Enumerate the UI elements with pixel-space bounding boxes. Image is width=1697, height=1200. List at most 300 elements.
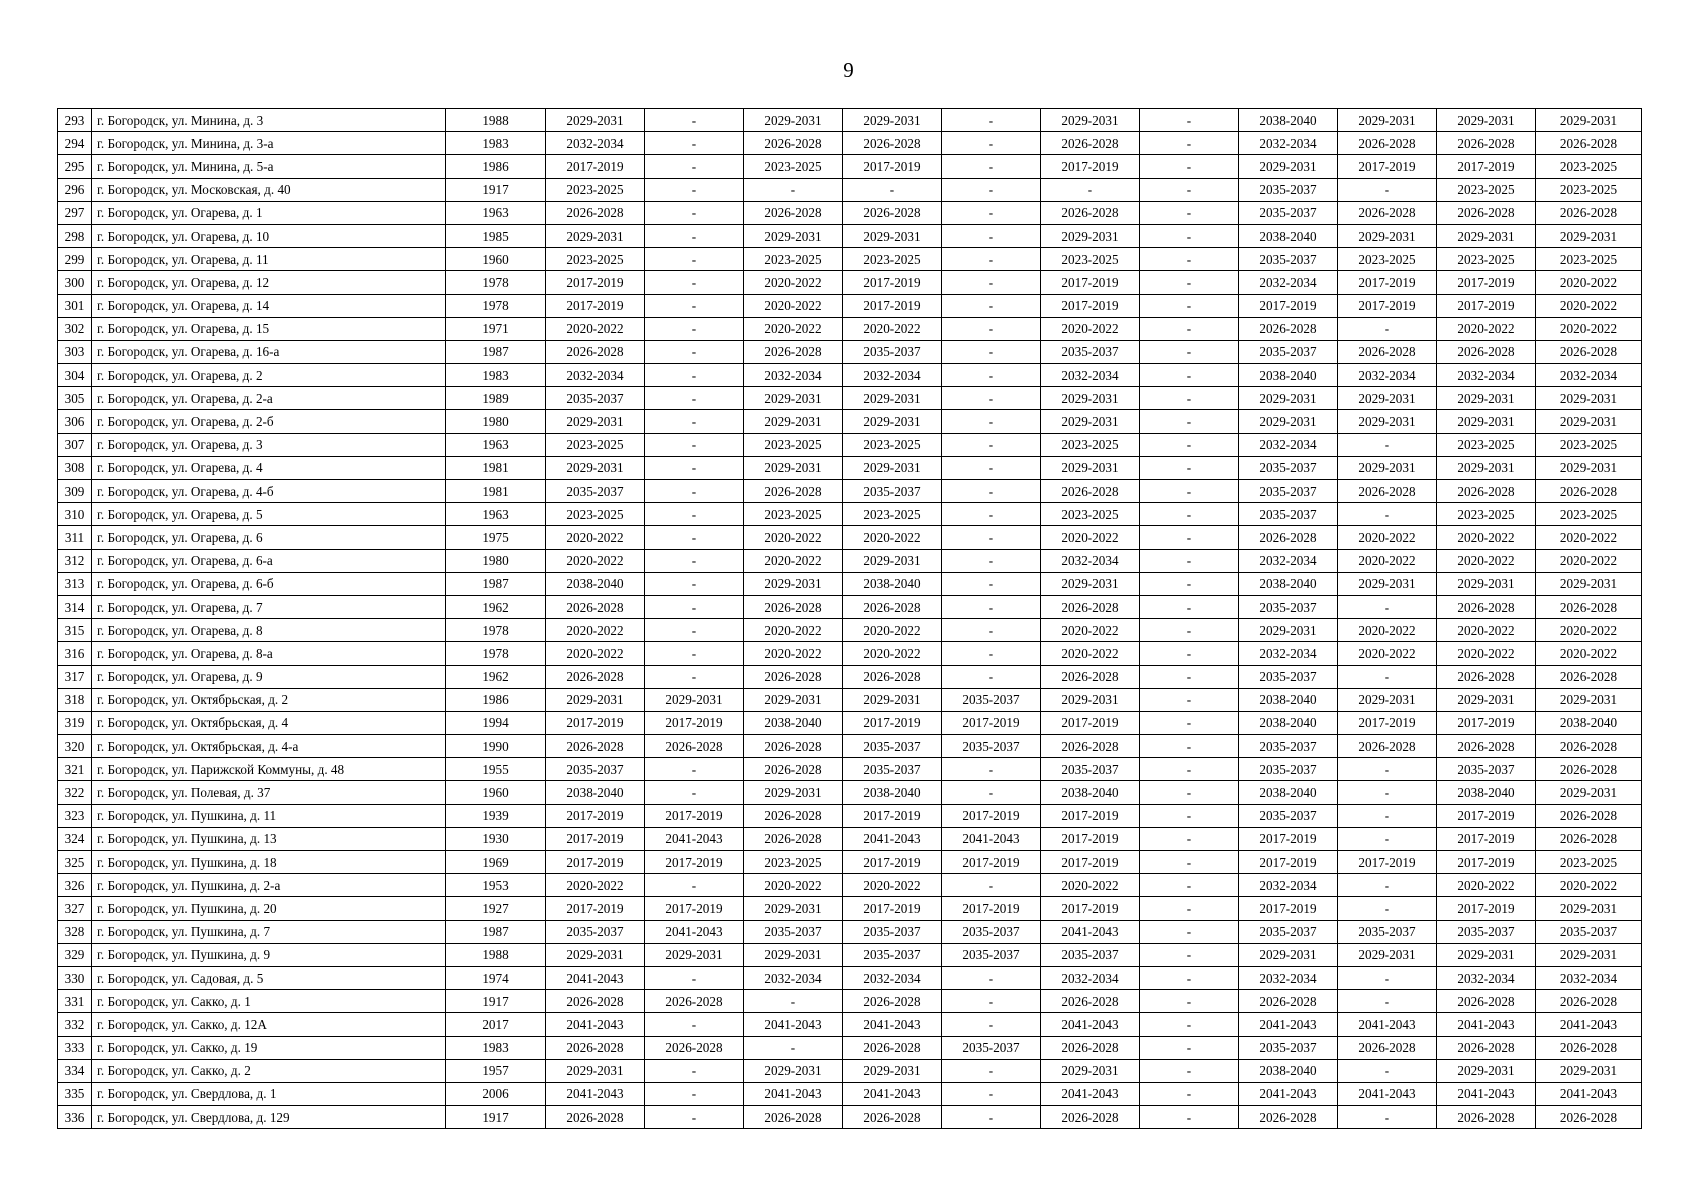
year-cell: 1930 bbox=[446, 827, 546, 850]
period-cell: 2029-2031 bbox=[1536, 387, 1642, 410]
address-cell: г. Богородск, ул. Огарева, д. 9 bbox=[92, 665, 446, 688]
period-cell: 2017-2019 bbox=[645, 804, 744, 827]
period-cell: 2020-2022 bbox=[1536, 294, 1642, 317]
address-cell: г. Богородск, ул. Садовая, д. 5 bbox=[92, 966, 446, 989]
period-cell: 2032-2034 bbox=[843, 966, 942, 989]
period-cell: - bbox=[1338, 827, 1437, 850]
period-cell: 2023-2025 bbox=[1437, 178, 1536, 201]
period-cell: 2017-2019 bbox=[843, 804, 942, 827]
year-cell: 1962 bbox=[446, 665, 546, 688]
period-cell: 2017-2019 bbox=[1239, 851, 1338, 874]
period-cell: 2023-2025 bbox=[744, 433, 843, 456]
period-cell: 2032-2034 bbox=[1041, 549, 1140, 572]
table-row bbox=[58, 410, 1642, 433]
period-cell: 2029-2031 bbox=[645, 688, 744, 711]
row-number-cell: 310 bbox=[58, 503, 92, 526]
period-cell: - bbox=[744, 1036, 843, 1059]
period-cell: 2032-2034 bbox=[1239, 966, 1338, 989]
row-number-cell: 308 bbox=[58, 456, 92, 479]
period-cell: - bbox=[645, 132, 744, 155]
row-number-cell: 304 bbox=[58, 364, 92, 387]
period-cell: 2017-2019 bbox=[645, 711, 744, 734]
period-cell: 2035-2037 bbox=[843, 340, 942, 363]
year-cell: 1917 bbox=[446, 990, 546, 1013]
period-cell: 2026-2028 bbox=[744, 665, 843, 688]
period-cell: 2026-2028 bbox=[1239, 1106, 1338, 1129]
year-cell: 1980 bbox=[446, 549, 546, 572]
year-cell: 1994 bbox=[446, 711, 546, 734]
period-cell: - bbox=[942, 456, 1041, 479]
period-cell: 2026-2028 bbox=[1041, 480, 1140, 503]
row-number-cell: 334 bbox=[58, 1059, 92, 1082]
period-cell: - bbox=[1041, 178, 1140, 201]
period-cell: 2023-2025 bbox=[843, 433, 942, 456]
period-cell: 2017-2019 bbox=[546, 711, 645, 734]
period-cell: 2023-2025 bbox=[1536, 851, 1642, 874]
period-cell: 2020-2022 bbox=[546, 317, 645, 340]
period-cell: 2026-2028 bbox=[1338, 132, 1437, 155]
address-cell: г. Богородск, ул. Огарева, д. 3 bbox=[92, 433, 446, 456]
period-cell: 2029-2031 bbox=[546, 109, 645, 132]
period-cell: 2020-2022 bbox=[1536, 619, 1642, 642]
period-cell: - bbox=[1140, 549, 1239, 572]
period-cell: - bbox=[1338, 874, 1437, 897]
period-cell: 2035-2037 bbox=[744, 920, 843, 943]
period-cell: 2032-2034 bbox=[1041, 966, 1140, 989]
period-cell: 2026-2028 bbox=[1536, 804, 1642, 827]
period-cell: 2041-2043 bbox=[1239, 1013, 1338, 1036]
address-cell: г. Богородск, ул. Огарева, д. 4 bbox=[92, 456, 446, 479]
period-cell: 2029-2031 bbox=[1041, 456, 1140, 479]
row-number-cell: 297 bbox=[58, 201, 92, 224]
period-cell: 2017-2019 bbox=[1041, 711, 1140, 734]
row-number-cell: 335 bbox=[58, 1082, 92, 1105]
period-cell: 2026-2028 bbox=[843, 1036, 942, 1059]
period-cell: - bbox=[942, 1082, 1041, 1105]
period-cell: - bbox=[1338, 665, 1437, 688]
period-cell: 2029-2031 bbox=[1338, 387, 1437, 410]
period-cell: 2017-2019 bbox=[546, 827, 645, 850]
period-cell: 2032-2034 bbox=[1239, 874, 1338, 897]
period-cell: 2038-2040 bbox=[1239, 364, 1338, 387]
table-row bbox=[58, 224, 1642, 247]
period-cell: - bbox=[1338, 897, 1437, 920]
year-cell: 1963 bbox=[446, 201, 546, 224]
period-cell: - bbox=[1140, 827, 1239, 850]
period-cell: 2020-2022 bbox=[1041, 526, 1140, 549]
row-number-cell: 317 bbox=[58, 665, 92, 688]
year-cell: 1987 bbox=[446, 920, 546, 943]
period-cell: 2035-2037 bbox=[942, 920, 1041, 943]
period-cell: 2029-2031 bbox=[744, 781, 843, 804]
period-cell: - bbox=[1140, 132, 1239, 155]
year-cell: 1988 bbox=[446, 109, 546, 132]
period-cell: - bbox=[1140, 201, 1239, 224]
period-cell: 2023-2025 bbox=[1041, 248, 1140, 271]
period-cell: 2041-2043 bbox=[744, 1082, 843, 1105]
address-cell: г. Богородск, ул. Пушкина, д. 11 bbox=[92, 804, 446, 827]
year-cell: 1987 bbox=[446, 572, 546, 595]
address-cell: г. Богородск, ул. Полевая, д. 37 bbox=[92, 781, 446, 804]
period-cell: - bbox=[1140, 897, 1239, 920]
year-cell: 2006 bbox=[446, 1082, 546, 1105]
table-row bbox=[58, 1059, 1642, 1082]
period-cell: 2020-2022 bbox=[843, 317, 942, 340]
period-cell: - bbox=[1140, 619, 1239, 642]
period-cell: - bbox=[942, 665, 1041, 688]
period-cell: 2017-2019 bbox=[1239, 294, 1338, 317]
period-cell: 2026-2028 bbox=[546, 665, 645, 688]
period-cell: 2041-2043 bbox=[546, 1013, 645, 1036]
table-row bbox=[58, 688, 1642, 711]
period-cell: 2026-2028 bbox=[1239, 990, 1338, 1013]
period-cell: 2020-2022 bbox=[546, 549, 645, 572]
period-cell: 2026-2028 bbox=[1437, 595, 1536, 618]
period-cell: 2026-2028 bbox=[1041, 201, 1140, 224]
period-cell: 2035-2037 bbox=[1239, 340, 1338, 363]
period-cell: - bbox=[1140, 387, 1239, 410]
period-cell: 2023-2025 bbox=[843, 248, 942, 271]
period-cell: 2026-2028 bbox=[645, 735, 744, 758]
period-cell: 2029-2031 bbox=[645, 943, 744, 966]
period-cell: 2035-2037 bbox=[1041, 943, 1140, 966]
period-cell: 2032-2034 bbox=[1239, 271, 1338, 294]
period-cell: 2020-2022 bbox=[1536, 317, 1642, 340]
row-number-cell: 311 bbox=[58, 526, 92, 549]
period-cell: 2017-2019 bbox=[942, 851, 1041, 874]
period-cell: 2026-2028 bbox=[744, 201, 843, 224]
period-cell: 2029-2031 bbox=[1437, 1059, 1536, 1082]
period-cell: - bbox=[1140, 665, 1239, 688]
period-cell: 2026-2028 bbox=[1239, 526, 1338, 549]
period-cell: 2017-2019 bbox=[1239, 827, 1338, 850]
period-cell: 2029-2031 bbox=[1536, 943, 1642, 966]
period-cell: 2038-2040 bbox=[1239, 781, 1338, 804]
period-cell: 2020-2022 bbox=[1437, 549, 1536, 572]
period-cell: 2026-2028 bbox=[1338, 201, 1437, 224]
address-cell: г. Богородск, ул. Минина, д. 3 bbox=[92, 109, 446, 132]
table-row bbox=[58, 109, 1642, 132]
address-cell: г. Богородск, ул. Октябрьская, д. 2 bbox=[92, 688, 446, 711]
period-cell: - bbox=[645, 572, 744, 595]
period-cell: 2032-2034 bbox=[1437, 966, 1536, 989]
period-cell: 2023-2025 bbox=[1041, 433, 1140, 456]
period-cell: 2020-2022 bbox=[1437, 642, 1536, 665]
period-cell: 2032-2034 bbox=[1536, 966, 1642, 989]
period-cell: 2029-2031 bbox=[1338, 224, 1437, 247]
period-cell: - bbox=[1140, 966, 1239, 989]
page-number: 9 bbox=[843, 58, 854, 82]
table-row bbox=[58, 549, 1642, 572]
period-cell: 2020-2022 bbox=[1536, 526, 1642, 549]
period-cell: 2038-2040 bbox=[1239, 572, 1338, 595]
period-cell: - bbox=[1140, 781, 1239, 804]
period-cell: 2017-2019 bbox=[546, 294, 645, 317]
row-number-cell: 299 bbox=[58, 248, 92, 271]
period-cell: - bbox=[942, 294, 1041, 317]
period-cell: 2038-2040 bbox=[546, 572, 645, 595]
table-row bbox=[58, 758, 1642, 781]
period-cell: 2026-2028 bbox=[744, 340, 843, 363]
period-cell: 2029-2031 bbox=[1437, 572, 1536, 595]
year-cell: 1917 bbox=[446, 178, 546, 201]
period-cell: - bbox=[744, 178, 843, 201]
period-cell: 2029-2031 bbox=[843, 549, 942, 572]
address-cell: г. Богородск, ул. Пушкина, д. 13 bbox=[92, 827, 446, 850]
table-row bbox=[58, 920, 1642, 943]
period-cell: 2026-2028 bbox=[744, 735, 843, 758]
period-cell: 2029-2031 bbox=[1536, 109, 1642, 132]
period-cell: 2029-2031 bbox=[1239, 943, 1338, 966]
period-cell: 2023-2025 bbox=[744, 851, 843, 874]
period-cell: - bbox=[1140, 1106, 1239, 1129]
period-cell: - bbox=[645, 248, 744, 271]
period-cell: - bbox=[645, 201, 744, 224]
period-cell: - bbox=[645, 503, 744, 526]
period-cell: 2035-2037 bbox=[1239, 1036, 1338, 1059]
period-cell: 2017-2019 bbox=[942, 711, 1041, 734]
period-cell: 2035-2037 bbox=[546, 387, 645, 410]
period-cell: - bbox=[1140, 943, 1239, 966]
period-cell: 2032-2034 bbox=[1338, 364, 1437, 387]
period-cell: - bbox=[1140, 990, 1239, 1013]
period-cell: 2029-2031 bbox=[1536, 572, 1642, 595]
period-cell: 2023-2025 bbox=[1536, 503, 1642, 526]
period-cell: 2029-2031 bbox=[1041, 410, 1140, 433]
table-row bbox=[58, 248, 1642, 271]
period-cell: 2026-2028 bbox=[744, 827, 843, 850]
row-number-cell: 319 bbox=[58, 711, 92, 734]
period-cell: 2035-2037 bbox=[942, 943, 1041, 966]
period-cell: 2020-2022 bbox=[1338, 642, 1437, 665]
table-row bbox=[58, 735, 1642, 758]
period-cell: 2029-2031 bbox=[744, 1059, 843, 1082]
period-cell: 2029-2031 bbox=[1041, 109, 1140, 132]
row-number-cell: 332 bbox=[58, 1013, 92, 1036]
table-row bbox=[58, 387, 1642, 410]
period-cell: 2041-2043 bbox=[1239, 1082, 1338, 1105]
period-cell: 2029-2031 bbox=[843, 224, 942, 247]
address-cell: г. Богородск, ул. Огарева, д. 15 bbox=[92, 317, 446, 340]
period-cell: 2026-2028 bbox=[744, 132, 843, 155]
period-cell: 2026-2028 bbox=[1041, 665, 1140, 688]
table-row bbox=[58, 364, 1642, 387]
period-cell: - bbox=[1140, 572, 1239, 595]
period-cell: - bbox=[1140, 433, 1239, 456]
period-cell: 2035-2037 bbox=[1239, 735, 1338, 758]
period-cell: 2029-2031 bbox=[1437, 387, 1536, 410]
table-row bbox=[58, 340, 1642, 363]
period-cell: 2023-2025 bbox=[1437, 503, 1536, 526]
period-cell: 2029-2031 bbox=[1437, 456, 1536, 479]
period-cell: 2026-2028 bbox=[1536, 201, 1642, 224]
period-cell: 2029-2031 bbox=[744, 109, 843, 132]
row-number-cell: 326 bbox=[58, 874, 92, 897]
table-row bbox=[58, 433, 1642, 456]
period-cell: 2020-2022 bbox=[1536, 549, 1642, 572]
period-cell: 2038-2040 bbox=[1239, 109, 1338, 132]
period-cell: 2029-2031 bbox=[1338, 688, 1437, 711]
period-cell: 2035-2037 bbox=[1239, 758, 1338, 781]
period-cell: 2026-2028 bbox=[1437, 665, 1536, 688]
year-cell: 1990 bbox=[446, 735, 546, 758]
period-cell: - bbox=[1140, 503, 1239, 526]
period-cell: 2020-2022 bbox=[843, 874, 942, 897]
period-cell: - bbox=[942, 410, 1041, 433]
period-cell: 2017-2019 bbox=[645, 851, 744, 874]
period-cell: 2023-2025 bbox=[1536, 178, 1642, 201]
period-cell: 2026-2028 bbox=[1338, 1036, 1437, 1059]
period-cell: 2032-2034 bbox=[744, 364, 843, 387]
period-cell: 2020-2022 bbox=[744, 619, 843, 642]
row-number-cell: 300 bbox=[58, 271, 92, 294]
period-cell: 2023-2025 bbox=[1041, 503, 1140, 526]
period-cell: - bbox=[942, 387, 1041, 410]
year-cell: 1986 bbox=[446, 155, 546, 178]
address-cell: г. Богородск, ул. Огарева, д. 4-б bbox=[92, 480, 446, 503]
period-cell: - bbox=[942, 364, 1041, 387]
period-cell: 2029-2031 bbox=[843, 1059, 942, 1082]
address-cell: г. Богородск, ул. Огарева, д. 2 bbox=[92, 364, 446, 387]
period-cell: 2041-2043 bbox=[1437, 1013, 1536, 1036]
address-cell: г. Богородск, ул. Огарева, д. 14 bbox=[92, 294, 446, 317]
row-number-cell: 327 bbox=[58, 897, 92, 920]
year-cell: 1939 bbox=[446, 804, 546, 827]
period-cell: 2035-2037 bbox=[1239, 248, 1338, 271]
period-cell: - bbox=[1140, 758, 1239, 781]
table-row bbox=[58, 990, 1642, 1013]
address-cell: г. Богородск, ул. Сакко, д. 12А bbox=[92, 1013, 446, 1036]
table-row bbox=[58, 178, 1642, 201]
period-cell: - bbox=[645, 178, 744, 201]
period-cell: 2020-2022 bbox=[1536, 874, 1642, 897]
period-cell: 2026-2028 bbox=[546, 1036, 645, 1059]
period-cell: - bbox=[1140, 642, 1239, 665]
period-cell: 2029-2031 bbox=[744, 456, 843, 479]
period-cell: 2029-2031 bbox=[1041, 1059, 1140, 1082]
row-number-cell: 321 bbox=[58, 758, 92, 781]
period-cell: - bbox=[645, 387, 744, 410]
row-number-cell: 322 bbox=[58, 781, 92, 804]
period-cell: - bbox=[645, 410, 744, 433]
period-cell: 2029-2031 bbox=[1239, 387, 1338, 410]
period-cell: - bbox=[942, 781, 1041, 804]
period-cell: 2035-2037 bbox=[843, 943, 942, 966]
table-body bbox=[58, 109, 1642, 1129]
period-cell: 2032-2034 bbox=[1437, 364, 1536, 387]
period-cell: - bbox=[942, 642, 1041, 665]
period-cell: - bbox=[942, 966, 1041, 989]
period-cell: 2029-2031 bbox=[843, 410, 942, 433]
period-cell: 2023-2025 bbox=[1536, 248, 1642, 271]
period-cell: - bbox=[942, 874, 1041, 897]
period-cell: 2020-2022 bbox=[744, 317, 843, 340]
period-cell: 2026-2028 bbox=[744, 1106, 843, 1129]
period-cell: 2035-2037 bbox=[546, 480, 645, 503]
period-cell: 2020-2022 bbox=[1338, 526, 1437, 549]
table-row bbox=[58, 665, 1642, 688]
period-cell: 2023-2025 bbox=[744, 248, 843, 271]
period-cell: 2029-2031 bbox=[1338, 456, 1437, 479]
year-cell: 1969 bbox=[446, 851, 546, 874]
period-cell: 2017-2019 bbox=[1041, 897, 1140, 920]
period-cell: 2029-2031 bbox=[843, 387, 942, 410]
period-cell: 2023-2025 bbox=[744, 503, 843, 526]
period-cell: 2032-2034 bbox=[744, 966, 843, 989]
period-cell: 2023-2025 bbox=[1536, 433, 1642, 456]
table-row bbox=[58, 1036, 1642, 1059]
period-cell: - bbox=[1140, 248, 1239, 271]
year-cell: 1974 bbox=[446, 966, 546, 989]
period-cell: - bbox=[1338, 1106, 1437, 1129]
period-cell: 2041-2043 bbox=[645, 827, 744, 850]
period-cell: - bbox=[1338, 433, 1437, 456]
period-cell: 2029-2031 bbox=[1536, 410, 1642, 433]
row-number-cell: 329 bbox=[58, 943, 92, 966]
period-cell: 2035-2037 bbox=[942, 735, 1041, 758]
period-cell: - bbox=[645, 271, 744, 294]
year-cell: 1960 bbox=[446, 781, 546, 804]
row-number-cell: 324 bbox=[58, 827, 92, 850]
period-cell: 2035-2037 bbox=[1536, 920, 1642, 943]
row-number-cell: 316 bbox=[58, 642, 92, 665]
period-cell: 2041-2043 bbox=[843, 827, 942, 850]
period-cell: 2017-2019 bbox=[1338, 711, 1437, 734]
period-cell: 2026-2028 bbox=[744, 595, 843, 618]
period-cell: - bbox=[645, 1059, 744, 1082]
period-cell: 2041-2043 bbox=[1041, 1013, 1140, 1036]
period-cell: 2035-2037 bbox=[546, 920, 645, 943]
period-cell: - bbox=[1140, 851, 1239, 874]
period-cell: 2020-2022 bbox=[1041, 874, 1140, 897]
row-number-cell: 296 bbox=[58, 178, 92, 201]
year-cell: 1963 bbox=[446, 433, 546, 456]
period-cell: - bbox=[942, 526, 1041, 549]
period-cell: 2029-2031 bbox=[546, 1059, 645, 1082]
period-cell: 2035-2037 bbox=[1239, 480, 1338, 503]
period-cell: 2041-2043 bbox=[843, 1082, 942, 1105]
row-number-cell: 301 bbox=[58, 294, 92, 317]
table-row bbox=[58, 595, 1642, 618]
period-cell: - bbox=[1140, 364, 1239, 387]
period-cell: 2020-2022 bbox=[744, 526, 843, 549]
year-cell: 1983 bbox=[446, 364, 546, 387]
row-number-cell: 313 bbox=[58, 572, 92, 595]
period-cell: - bbox=[645, 1013, 744, 1036]
period-cell: 2041-2043 bbox=[645, 920, 744, 943]
row-number-cell: 336 bbox=[58, 1106, 92, 1129]
period-cell: 2026-2028 bbox=[645, 1036, 744, 1059]
period-cell: 2029-2031 bbox=[1239, 155, 1338, 178]
row-number-cell: 331 bbox=[58, 990, 92, 1013]
address-cell: г. Богородск, ул. Огарева, д. 1 bbox=[92, 201, 446, 224]
period-cell: 2029-2031 bbox=[744, 688, 843, 711]
address-cell: г. Богородск, ул. Свердлова, д. 1 bbox=[92, 1082, 446, 1105]
period-cell: - bbox=[645, 642, 744, 665]
period-cell: - bbox=[1140, 1059, 1239, 1082]
period-cell: 2041-2043 bbox=[1536, 1013, 1642, 1036]
year-cell: 1975 bbox=[446, 526, 546, 549]
period-cell: 2029-2031 bbox=[546, 224, 645, 247]
period-cell: - bbox=[942, 758, 1041, 781]
period-cell: 2020-2022 bbox=[744, 294, 843, 317]
period-cell: 2041-2043 bbox=[843, 1013, 942, 1036]
period-cell: 2023-2025 bbox=[843, 503, 942, 526]
year-cell: 1978 bbox=[446, 271, 546, 294]
period-cell: 2032-2034 bbox=[843, 364, 942, 387]
period-cell: 2020-2022 bbox=[1338, 619, 1437, 642]
period-cell: - bbox=[942, 549, 1041, 572]
